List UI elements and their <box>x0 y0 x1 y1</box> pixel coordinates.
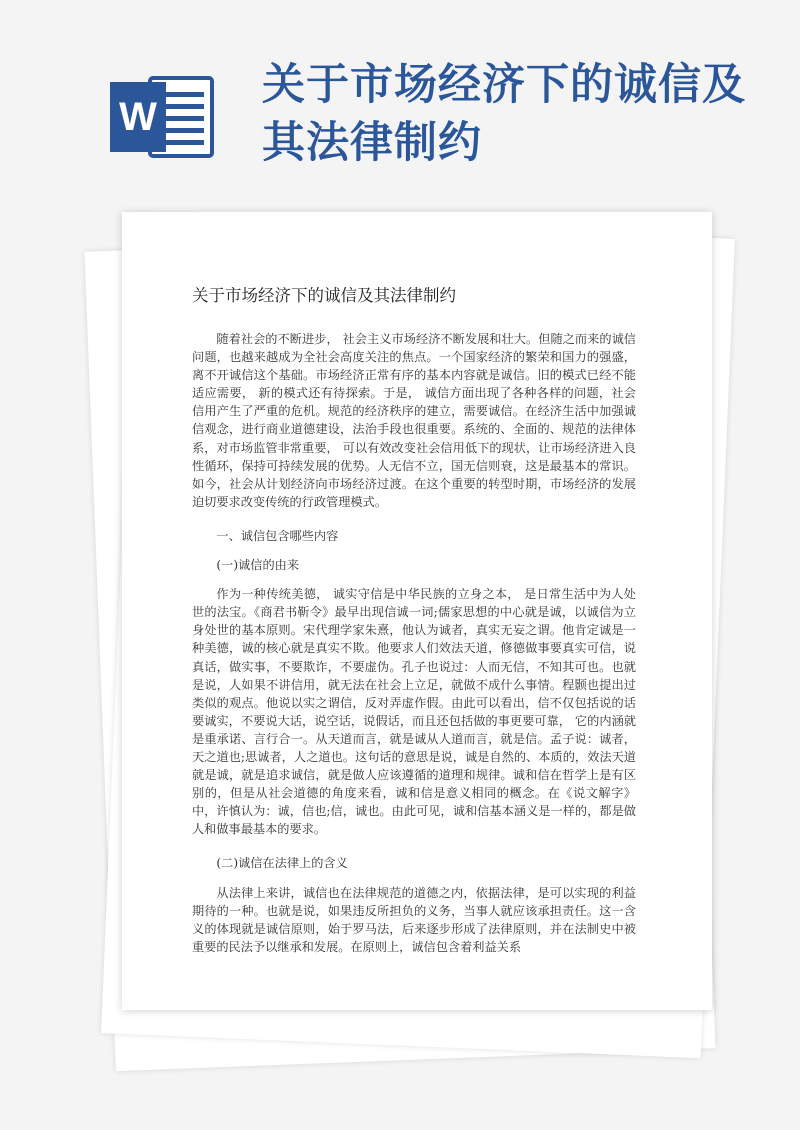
word-document-icon <box>110 72 214 162</box>
origin-paragraph: 作为一种传统美德， 诚实守信是中华民族的立身之本， 是日常生活中为人处世的法宝。《商君书靳令》最早出现信诚一词;儒家思想的中心就是诚，以诚信为立身处世的基本原则。宋代理学家朱熹，他认为诚者，真实无妄之谓。他肯定诚是一种美德，诚的核心就是真实不欺。他要求人们效法天道，修德做事要真实可信，说真话，做实事，不要欺诈，不要虚伪。孔子也说过：人而无信，不知其可也。也就是说，人如果不讲信用，就无法在社会上立足，就做不成什么事情。程颢也提出过类似的观点。他说以实之谓信，反对弄虚作假。由此可以看出，信不仅包括说的话要诚实，不要说大话，说空话，说假话，而且还包括做的事更要可靠， 它的内涵就是重承诺、言行合一。从天道而言，就是诚从人道而言，就是信。孟子说：诚者，天之道也;思诚者，人之道也。这句话的意思是说，诚是自然的、本质的，效法天道就是诚，就是追求诚信，就是做人应该遵循的道理和规律。诚和信在哲学上是有区别的，但是从社会道德的角度来看，诚和信是意义相同的概念。在《说文解字》中，许慎认为：诚，信也;信，诚也。由此可见，诚和信基本涵义是一样的，都是做人和做事最基本的要求。 <box>192 587 636 837</box>
subsection-heading-2: (二)诚信在法律上的含义 <box>216 856 348 871</box>
legal-meaning-paragraph: 从法律上来讲，诚信也在法律规范的道德之内，依据法律，是可以实现的利益期待的一种。也就是说，如果违反所担负的义务，当事人就应该承担责任。这一含义的体现就是诚信原则，始于罗马法，后来逐步形成了法律原则，并在法制史中被重要的民法予以继承和发展。在原则上，诚信包含着利益关系 <box>192 885 636 954</box>
document-title: 关于市场经济下的诚信及其法律制约 <box>192 286 456 305</box>
document-body <box>192 330 636 956</box>
intro-paragraph: 随着社会的不断进步， 社会主义市场经济不断发展和壮大。但随之而来的诚信问题，也越来越成为全社会高度关注的焦点。一个国家经济的繁荣和国力的强盛， 离不开诚信这个基础。市场经济正常有序的基本内容就是诚信。旧的模式已经不能适应需要， 新的模式还有待探索。于是， 诚信方面出现了各种各样的问题，社会信用产生了严重的危机。规范的经济秩序的建立，需要诚信。在经济生活中加强诚信观念，进行商业道德建设，法治手段也很重要。系统的、全面的、规范的法律体系，对市场监管非常重要， 可以有效改变社会信用低下的现状，让市场经济进入良性循环，保持可持续发展的优势。人无信不立，国无信则衰，这是最基本的常识。如今，社会从计划经济向市场经济过渡。在这个重要的转型时期，市场经济的发展迫切要求改变传统的行政管理模式。 <box>192 332 636 509</box>
word-logo-letter: W <box>119 95 157 139</box>
section-heading-1: 一、诚信包含哪些内容 <box>216 528 339 543</box>
subsection-heading-1: (一)诚信的由来 <box>216 558 300 573</box>
document-page <box>122 212 712 1010</box>
header-title: 关于市场经济下的诚信及其法律制约 <box>262 60 746 168</box>
